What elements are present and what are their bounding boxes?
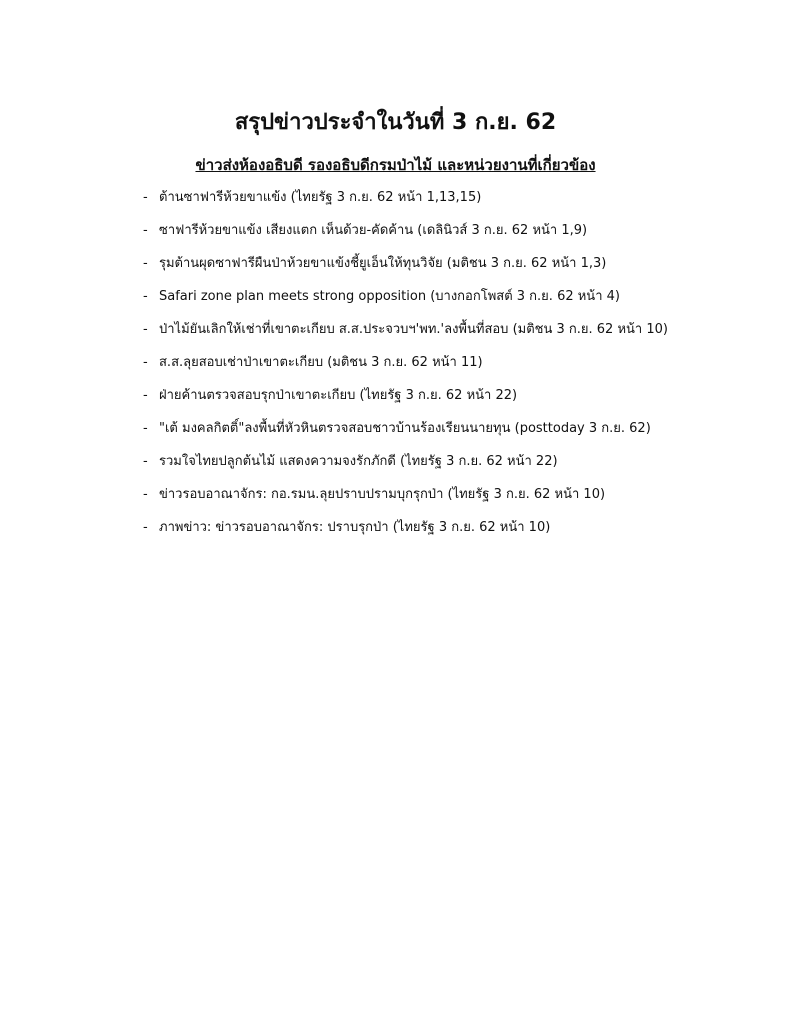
news-headline: รุมต้านผุดซาฟารีผืนป่าห้วยขาแข้งชี้ยูเอ็นให้ทุนวิจัย (มติชน 3 ก.ย. 62 หน้า 1,3) [159,256,607,271]
bullet-dash: - [143,190,148,205]
news-list [143,186,773,549]
bullet-dash: - [143,520,148,535]
bullet-dash: - [143,289,148,304]
list-item [143,417,773,450]
news-headline: ป่าไม้ยันเลิกให้เช่าที่เขาตะเกียบ ส.ส.ประจวบฯ'พท.'ลงพื้นที่สอบ (มติชน 3 ก.ย. 62 หน้า 10) [159,322,668,337]
page-title: สรุปข่าวประจำในวันที่ 3 ก.ย. 62 [234,110,557,135]
news-headline: "เต้ มงคลกิตติ์"ลงพื้นที่หัวหินตรวจสอบชาวบ้านร้องเรียนนายทุน (posttoday 3 ก.ย. 62) [159,421,651,436]
bullet-dash: - [143,388,148,403]
news-headline: ฝ่ายค้านตรวจสอบรุกป่าเขาตะเกียบ (ไทยรัฐ 3 ก.ย. 62 หน้า 22) [159,388,518,403]
list-item [143,186,773,219]
bullet-dash: - [143,355,148,370]
news-headline: ข่าวรอบอาณาจักร: กอ.รมน.ลุยปราบปรามบุกรุกป่า (ไทยรัฐ 3 ก.ย. 62 หน้า 10) [159,487,606,502]
news-headline: ภาพข่าว: ข่าวรอบอาณาจักร: ปราบรุกป่า (ไทยรัฐ 3 ก.ย. 62 หน้า 10) [159,520,551,535]
bullet-dash: - [143,256,148,271]
page-subtitle: ข่าวส่งห้องอธิบดี รองอธิบดีกรมป่าไม้ และหน่วยงานที่เกี่ยวข้อง [195,156,596,174]
bullet-dash: - [143,223,148,238]
bullet-dash: - [143,421,148,436]
bullet-dash: - [143,454,148,469]
news-headline: Safari zone plan meets strong opposition (บางกอกโพสต์ 3 ก.ย. 62 หน้า 4) [159,289,620,304]
bullet-dash: - [143,487,148,502]
list-item [143,219,773,252]
list-item [143,285,773,318]
list-item [143,252,773,285]
news-headline: ซาฟารีห้วยขาแข้ง เสียงแตก เห็นด้วย-คัดค้าน (เดลินิวส์ 3 ก.ย. 62 หน้า 1,9) [159,223,588,238]
bullet-dash: - [143,322,148,337]
list-item [143,483,773,516]
news-headline: ต้านซาฟารีห้วยขาแข้ง (ไทยรัฐ 3 ก.ย. 62 หน้า 1,13,15) [159,190,482,205]
news-headline: รวมใจไทยปลูกต้นไม้ แสดงความจงรักภักดี (ไทยรัฐ 3 ก.ย. 62 หน้า 22) [159,454,558,469]
list-item [143,516,773,549]
list-item [143,351,773,384]
list-item [143,450,773,483]
list-item [143,384,773,417]
list-item [143,318,773,351]
news-headline: ส.ส.ลุยสอบเช่าป่าเขาตะเกียบ (มติชน 3 ก.ย. 62 หน้า 11) [159,355,483,370]
